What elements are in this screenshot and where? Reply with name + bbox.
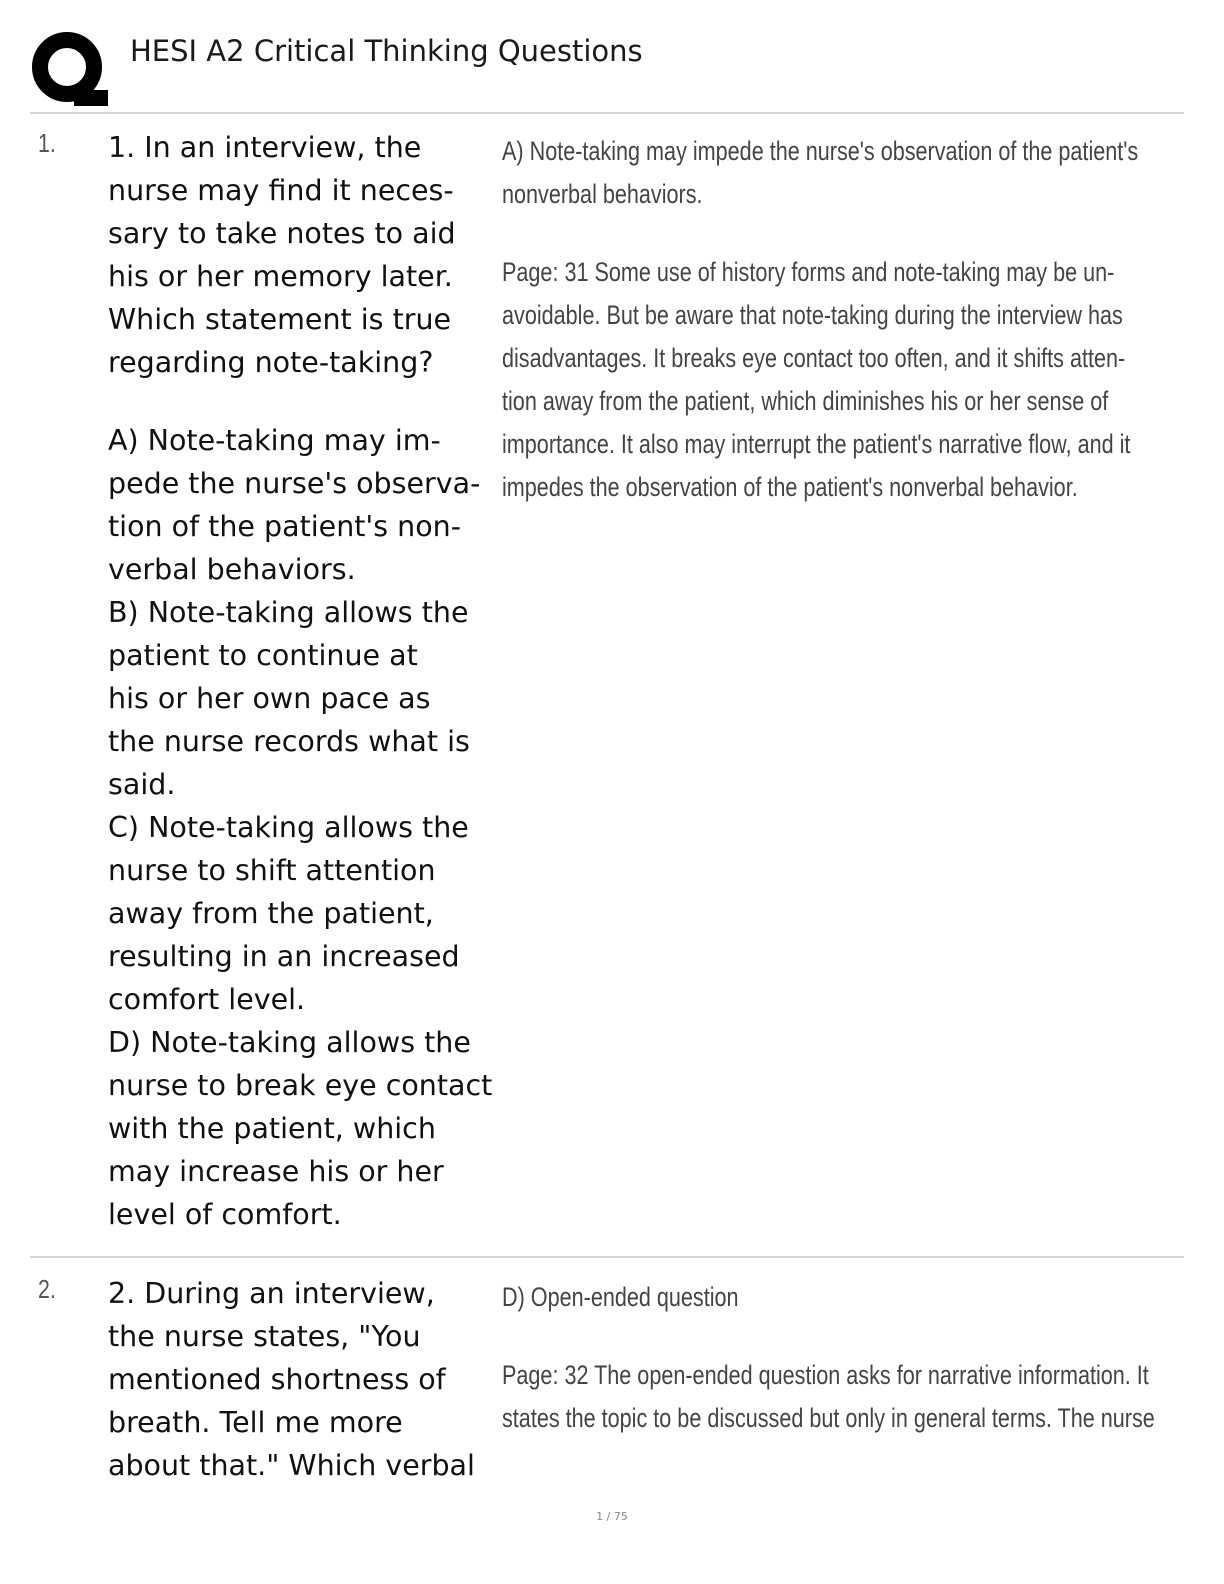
answer-text (502, 130, 1138, 509)
option-line: comfort level. (108, 983, 306, 1016)
answer-line: A) Note-taking may impede the nurse's observation of the patient's (502, 136, 1139, 166)
option-line: D) Note-taking allows the (108, 1026, 471, 1059)
option-line: tion of the patient's non- (108, 510, 462, 543)
explanation-line: disadvantages. It breaks eye contact too often, and it shifts atten- (502, 343, 1126, 373)
answer-line: D) Open-ended question (502, 1282, 739, 1312)
document-title: HESI A2 Critical Thinking Questions (130, 34, 643, 68)
option-line: verbal behaviors. (108, 553, 356, 586)
question-line: 1. In an interview, the (108, 131, 422, 164)
option-line: may increase his or her (108, 1155, 444, 1188)
question-line: the nurse states, "You (108, 1320, 421, 1353)
question-line: nurse may find it neces- (108, 174, 454, 207)
q-logo-icon (30, 30, 108, 108)
option-line: away from the patient, (108, 897, 434, 930)
option-line: B) Note-taking allows the (108, 596, 469, 629)
question-line: sary to take notes to aid (108, 217, 456, 250)
option-line: patient to continue at (108, 639, 418, 672)
option-line: level of comfort. (108, 1198, 342, 1231)
question-line: regarding note-taking? (108, 346, 434, 379)
answer-line: nonverbal behaviors. (502, 179, 703, 209)
explanation-line: tion away from the patient, which diminishes his or her sense of (502, 386, 1109, 416)
page-header (0, 0, 1224, 112)
header-divider (30, 112, 1184, 114)
question-line: mentioned shortness of (108, 1363, 446, 1396)
question-divider (30, 1256, 1184, 1258)
question-text (108, 126, 500, 1236)
question-number: 1. (38, 128, 56, 158)
option-line: said. (108, 768, 176, 801)
question-line: 2. During an interview, (108, 1277, 435, 1310)
explanation-line: Page: 32 The open-ended question asks for narrative information. It (502, 1360, 1149, 1390)
question-line: Which statement is true (108, 303, 452, 336)
option-line: A) Note-taking may im- (108, 424, 441, 457)
explanation-line: impedes the observation of the patient's nonverbal behavior. (502, 472, 1078, 502)
question-line: breath. Tell me more (108, 1406, 403, 1439)
explanation-line: avoidable. But be aware that note-taking during the interview has (502, 300, 1123, 330)
option-line: pede the nurse's observa- (108, 467, 481, 500)
explanation-line: importance. It also may interrupt the patient's narrative flow, and it (502, 429, 1131, 459)
question-number: 2. (38, 1274, 56, 1304)
question-text (108, 1272, 500, 1487)
question-line: about that." Which verbal (108, 1449, 475, 1482)
explanation-line: states the topic to be discussed but only in general terms. The nurse (502, 1403, 1155, 1433)
explanation-line: Page: 31 Some use of history forms and note-taking may be un- (502, 257, 1115, 287)
option-line: his or her own pace as (108, 682, 431, 715)
page-indicator: 1 / 75 (596, 1510, 628, 1523)
option-line: the nurse records what is (108, 725, 470, 758)
option-line: C) Note-taking allows the (108, 811, 469, 844)
answer-text (502, 1276, 1155, 1440)
option-line: resulting in an increased (108, 940, 460, 973)
option-line: nurse to break eye contact (108, 1069, 493, 1102)
question-line: his or her memory later. (108, 260, 453, 293)
option-line: nurse to shift attention (108, 854, 436, 887)
option-line: with the patient, which (108, 1112, 436, 1145)
